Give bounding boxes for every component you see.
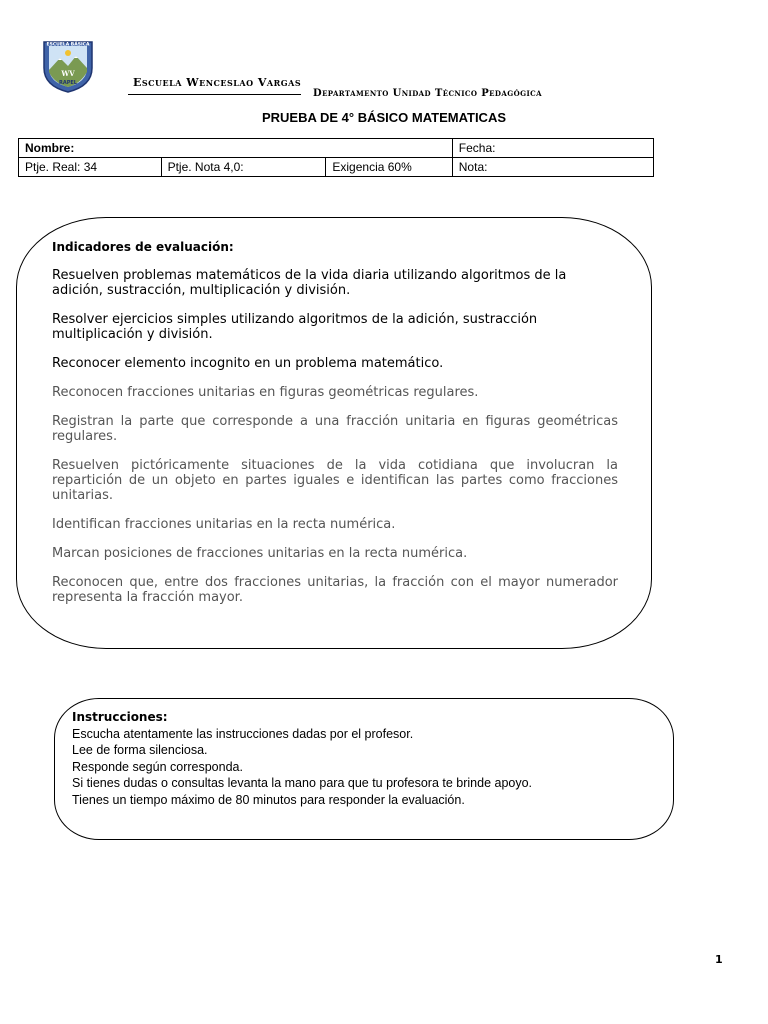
ptje-real-cell: Ptje. Real: 34 [19, 158, 162, 177]
indicators-title: Indicadores de evaluación: [52, 240, 234, 254]
school-name: Escuela Wenceslao Vargas [133, 76, 302, 89]
fecha-cell[interactable]: Fecha: [452, 139, 653, 158]
indicator-item: Resolver ejercicios simples utilizando algoritmos de la adición, sustracción multiplicación y división. [52, 312, 538, 342]
instructions-title: Instrucciones: [72, 710, 168, 724]
indicator-item: Reconocer elemento incognito en un problema matemático. [52, 356, 444, 371]
table-row [19, 158, 654, 177]
indicator-item: Registran la parte que corresponde a una fracción unitaria en figuras geométricas regulares. [52, 414, 618, 444]
ptje-nota-cell: Ptje. Nota 4,0: [161, 158, 326, 177]
indicator-item: Marcan posiciones de fracciones unitarias en la recta numérica. [52, 546, 468, 561]
instruction-item: Responde según corresponda. [72, 759, 243, 774]
nota-cell[interactable]: Nota: [452, 158, 653, 177]
instruction-item: Tienes un tiempo máximo de 80 minutos para responder la evaluación. [72, 792, 465, 807]
indicator-item: Resuelven pictóricamente situaciones de la vida cotidiana que involucran la repartición de un objeto en partes iguales e identifican las partes como fracciones unitarias. [52, 458, 618, 503]
page-number: 1 [715, 953, 723, 966]
svg-text:WV: WV [61, 69, 75, 78]
instructions-content [72, 709, 662, 808]
instruction-item: Lee de forma silenciosa. [72, 743, 208, 757]
header-rule [128, 94, 301, 95]
instruction-item: Si tienes dudas o consultas levanta la mano para que tu profesora te brinde apoyo. [72, 776, 533, 790]
nombre-cell[interactable]: Nombre: [19, 139, 453, 158]
student-info-table [18, 138, 654, 177]
indicator-item: Reconocen fracciones unitarias en figuras geométricas regulares. [52, 385, 479, 400]
department-name: Departamento Unidad Técnico Pedagógica [313, 88, 542, 99]
indicator-item: Reconocen que, entre dos fracciones unitarias, la fracción con el mayor numerador representa la fracción mayor. [52, 575, 618, 605]
school-logo-icon [40, 38, 96, 94]
instruction-item: Escucha atentamente las instrucciones dadas por el profesor. [72, 726, 414, 741]
indicator-item: Identifican fracciones unitarias en la recta numérica. [52, 517, 396, 532]
indicators-content [52, 240, 618, 619]
table-row [19, 139, 654, 158]
exigencia-cell: Exigencia 60% [326, 158, 452, 177]
indicator-item: Resuelven problemas matemáticos de la vida diaria utilizando algoritmos de la adición, sustracción, multiplicación y división. [52, 268, 567, 298]
logo-text-bottom: RAPEL [59, 80, 77, 86]
logo-text-top: ESCUELA BÁSICA [46, 42, 90, 48]
test-title: PRUEBA DE 4° BÁSICO MATEMATICAS [261, 110, 507, 125]
